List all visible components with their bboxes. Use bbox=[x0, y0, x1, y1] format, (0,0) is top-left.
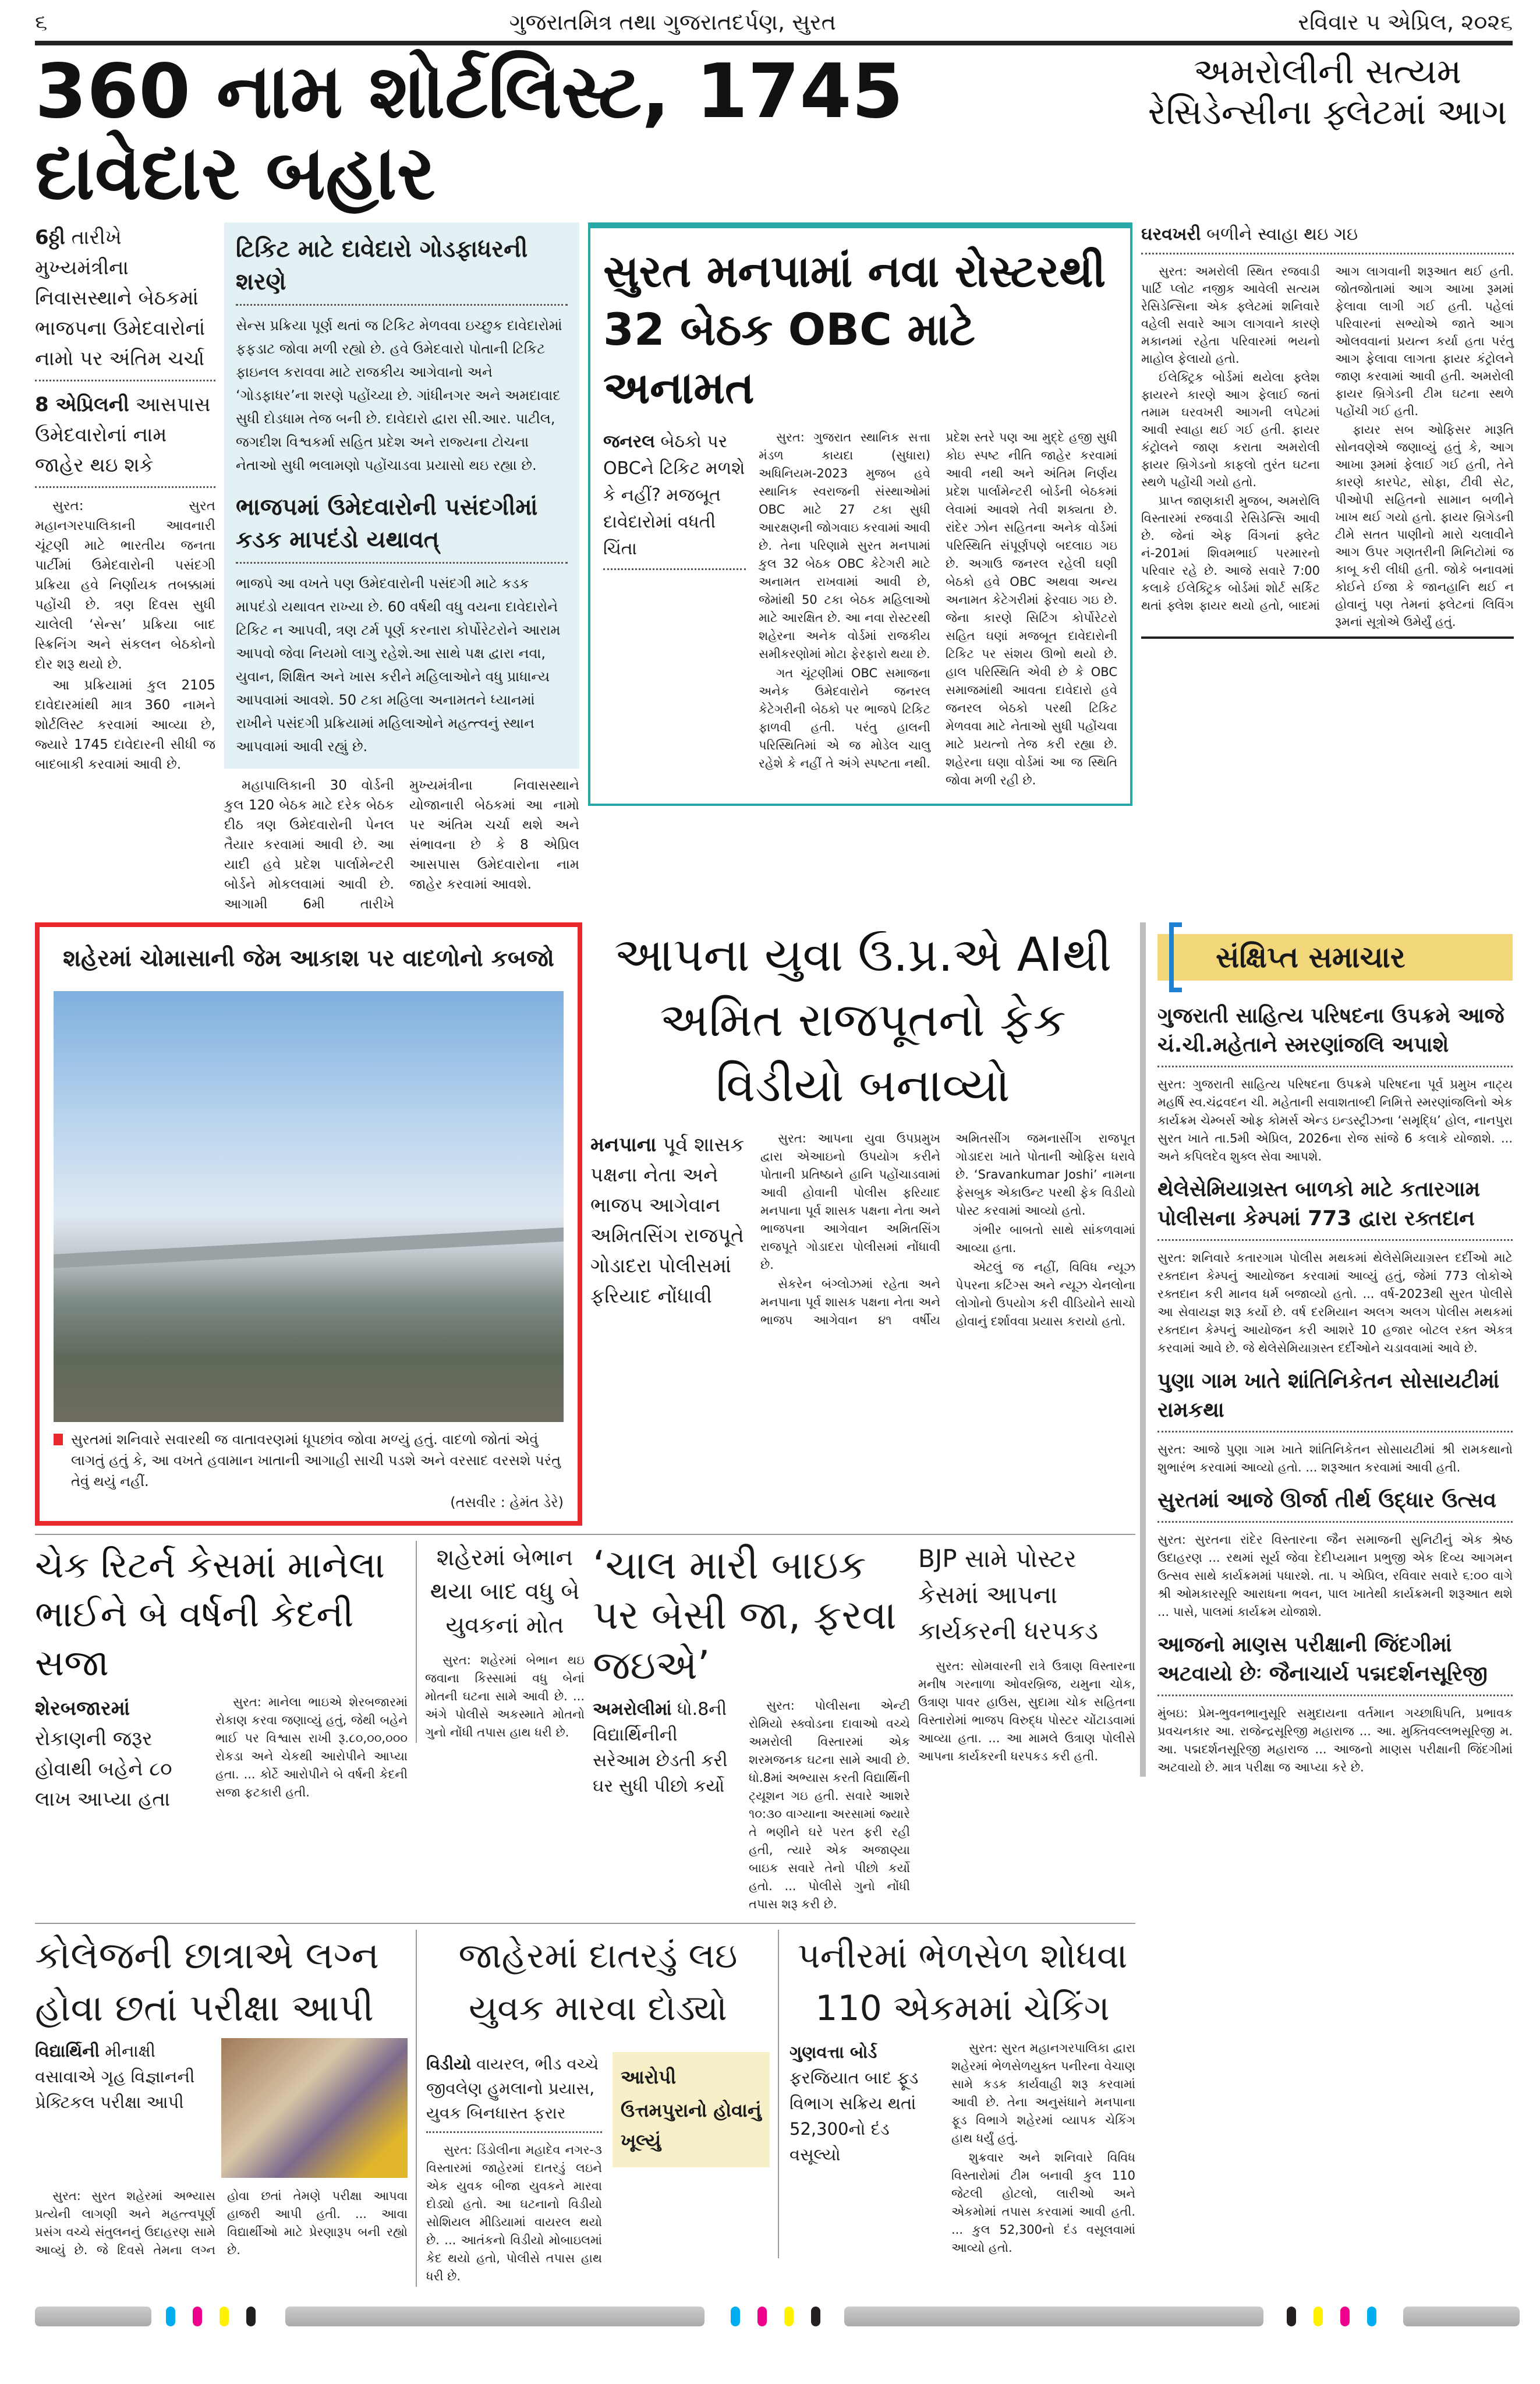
row-lower bbox=[35, 1534, 1135, 1915]
registration-dot bbox=[246, 2307, 256, 2326]
registration-dot bbox=[757, 2307, 767, 2326]
cheque-headline: ચેક રિટર્ન કેસમાં માનેલા ભાઈને બે વર્ષની કેદની સજા bbox=[35, 1544, 385, 1684]
kicker-bold: મનપાના bbox=[590, 1133, 657, 1156]
paragraph: સુરત: અમરોલી સ્થિત રજવાડી પાર્ટિ પ્લોટ નજીક આવેલી સત્યમ રેસિડેન્સિના એક ફ્લેટમાં શનિવારે વહેલી સવારે આગ લાગવાને કારણે મકાનમાં રહેતા પરિવારમાં ભયનો માહોલ ફેલાયો હતો. bbox=[1141, 264, 1320, 366]
photo-credit: (તસવીર : હેમંત ડેરે) bbox=[450, 1494, 564, 1511]
photo-feature bbox=[35, 922, 582, 1526]
registration-bar bbox=[844, 2307, 1263, 2326]
obc-kicker bbox=[603, 429, 746, 563]
kicker-bold: વિદ્યાર્થિની bbox=[35, 2041, 100, 2061]
divider bbox=[1157, 1066, 1513, 1067]
registration-dot bbox=[1340, 2307, 1350, 2326]
brief-headline: ગુજરાતી સાહિત્ય પરિષદના ઉપક્રમે આજે ચં.ચી.મહેતાને સ્મરણાંજલિ અપાશે bbox=[1157, 1004, 1504, 1057]
lead-middle bbox=[224, 222, 579, 914]
main-section bbox=[35, 922, 1513, 2295]
cheque-kicker bbox=[35, 1693, 204, 1814]
sky-photo bbox=[54, 991, 564, 1422]
kicker-bold: ગુણવત્તા બોર્ડ bbox=[790, 2042, 877, 2062]
paneer-headline: પનીરમાં ભેળસેળ શોધવા 110 એકમમાં ચેકિંગ bbox=[797, 1936, 1128, 2029]
bracket-icon bbox=[1169, 922, 1182, 992]
fire-headline: અમરોલીની સત્યમ રેસિડેન્સીના ફ્લેટમાં આગ bbox=[1148, 51, 1507, 133]
kicker-bold: વિડીયો bbox=[426, 2054, 472, 2074]
college-headline: કોલેજની છાત્રાએ લગ્ન હોવા છતાં પરીક્ષા આપી bbox=[35, 1934, 380, 2030]
kicker-bold: 8 એપ્રિલની bbox=[35, 393, 129, 416]
accused-aside bbox=[613, 2052, 770, 2167]
box-text-2: ભાજપે આ વખતે પણ ઉમેદવારોની પસંદગી માટે કડક માપદંડો યથાવત રાખ્યા છે. 60 વર્ષથી વધુ વયના દાવેદારોને ટિકિટ ન આપવી, ત્રણ ટર્મ પૂર્ણ કરનારા કોર્પોરેટરોને આરામ આપવો જેવા નિયમો લાગુ રહેશે.આ સાથે પક્ષ દ્વારા નવા, યુવાન, શિક્ષિત અને ખાસ કરીને મહિલાઓને વધુ પ્રાધાન્ય આપવામાં આવશે. 50 ટકા મહિલા અનામતને ધ્યાનમાં રાખીને પસંદગી પ્રક્રિયામાં મહિલાઓને મહત્ત્વનું સ્થાન આપવામાં આવી રહ્યું છે. bbox=[236, 575, 561, 755]
lead-kickers bbox=[35, 222, 215, 776]
divider bbox=[236, 562, 568, 564]
registration-dot bbox=[193, 2307, 202, 2326]
divider bbox=[1157, 1239, 1513, 1241]
brief-item bbox=[1157, 1630, 1513, 1777]
divider bbox=[35, 486, 215, 488]
exam-student-photo bbox=[221, 2038, 408, 2178]
paragraph: મહાપાલિકાની 30 વોર્ડની કુલ 120 બેઠક માટે દરેક બેઠક દીઠ ત્રણ ઉમેદવારોની પેનલ તૈયાર કરવામાં આવી છે. આ યાદી હવે પ્રદેશ પાર્લામેન્ટરી બોર્ડને મોકલવામાં આવી છે. આગામી 6મી તારીખે મુખ્યમંત્રીના નિવાસસ્થાને યોજાનારી બેઠકમાં આ નામો પર અંતિમ ચર્ચા થશે અને સંભાવના છે કે 8 એપ્રિલ આસપાસ ઉમેદવારોના નામ જાહેર કરવામાં આવશે. bbox=[224, 778, 579, 912]
paragraph: પ્રાપ્ત જાણકારી મુજબ, અમરોલિ વિસ્તારમાં રજવાડી રેસિડેન્સિ આવી છે. જેનાં એફ વિંગનાં ફ્લેટ નં-201માં શિવમભાઈ પરમારનો પરિવાર રહે છે. આજે સવારે 7:00 કલાકે ઈલેક્ટ્રિક બોર્ડમાં શોર્ટ સર્કિટ થતાં ફ્લેશ ફાયર થયો હતો, બાદમાં આગ લાગવાની શરૂઆત થઈ હતી. જોતજોતામાં આગ આખા રૂમમાં ફેલાવા લાગી ગઈ હતી. પહેલાં પરિવારનાં સભ્યોએ જાતે આગ ઓલવવાનાં પ્રયત્ન કર્યા હતા પરંતુ આગ ફેલાવા લાગતા ફાયર કંટ્રોલને જાણ કરવામાં આવી હતી. અમરોલી ફાયર બ્રિગેડની ટીમ ઘટના સ્થળે પહોંચી ગઈ હતી. bbox=[1141, 264, 1514, 613]
caption-text: સુરતમાં શનિવારે સવારથી જ વાતાવરણમાં ધૂપછાંવ જોવા મળ્યું હતું. વાદળો જોતાં એવું લાગતું હતું કે, આ વખતે હવામાન ખાતાની આગાહી સાચી પડશે અને વરસાદ વરસશે પરંતુ તેવું થયું નહીં. bbox=[71, 1431, 561, 1490]
photo-caption bbox=[54, 1429, 564, 1513]
brief-item bbox=[1157, 1486, 1513, 1621]
paragraph: સુરત: સોમવારની રાત્રે ઉત્રાણ વિસ્તારના મનીષ ગરનાળા ઓવરબ્રિજ, યમુના ચોક, ઉત્રાણ પાવર હાઉસ, સુદામા ચોક સહિતના વિસ્તારોમાં ભાજપ વિરુદ્ધ પોસ્ટર ચોંટાડવામાં આવ્યા હતા. ... આ મામલે ઉત્રાણ પોલીસે આપના કાર્યકરની ધરપકડ કરી હતી. bbox=[918, 1659, 1135, 1763]
masthead bbox=[35, 0, 1513, 45]
kicker-bold: 6ઠ્ઠી bbox=[35, 226, 65, 249]
brief-headline: થેલેસેમિયાગ્રસ્ત બાળકો માટે કતારગામ પોલીસના કેમ્પમાં 773 દ્વારા રક્તદાન bbox=[1157, 1177, 1481, 1230]
brief-body: સુરત: આજે પુણા ગામ ખાતે શાંતિનિકેતન સોસાયટીમાં શ્રી રામકથાનો શુભારંભ કરવામાં આવ્યો હતો. ... શરૂઆત કરવામાં આવી હતી. bbox=[1157, 1442, 1513, 1474]
aside-label: આરોપી bbox=[621, 2066, 677, 2088]
box-text-1: સેન્સ પ્રક્રિયા પૂર્ણ થતાં જ ટિકિટ મેળવવા ઇચ્છુક દાવેદારોમાં ફફડાટ જોવા મળી રહ્યો છે. હવે ઉમેદવારો પોતાની ટિકિટ ફાઇનલ કરાવવા માટે રાજકીય આગેવાનો અને ‘ગોડફાધર’ના શરણે પહોંચ્યા છે. ગાંધીનગર અને અમદાવાદ સુધી દોડધામ તેજ બની છે. દાવેદારો દ્વારા સી.આર. પાટીલ, જગદીશ વિશ્વકર્મા સહિત પ્રદેશ અને રાજ્યના ટોચના નેતાઓ સુધી ભલામણો પહોંચાડવા પ્રયાસો થઇ રહ્યા છે. bbox=[236, 317, 562, 473]
lead-sidebar-box bbox=[224, 222, 579, 769]
kicker-text: બેઠકો પર OBCને ટિકિટ મળશે કે નહીં? મજબૂત દાવેદારોમાં વધતી ચિંતા bbox=[603, 431, 745, 559]
divider bbox=[1157, 1521, 1513, 1523]
bike-body bbox=[749, 1697, 910, 1915]
ai-headline: આપના યુવા ઉ.પ્ર.એ AIથી અમિત રાજપૂતનો ફેક વિડીયો બનાવ્યો bbox=[614, 928, 1112, 1112]
brief-news-header bbox=[1157, 922, 1513, 992]
sickle-kicker bbox=[426, 2052, 602, 2125]
divider bbox=[1157, 1431, 1513, 1432]
registration-dot bbox=[1367, 2307, 1376, 2326]
box-heading-1: ટિકિટ માટે દાવેદારો ગોડફાધરની શરણે bbox=[236, 236, 528, 295]
cheque-body bbox=[215, 1693, 408, 1803]
issue-date: રવિવાર ૫ એપ્રિલ, ૨૦૨૬ bbox=[1298, 9, 1513, 35]
kicker-text: વાયરલ, ભીડ વચ્ચે જીવલેણ હુમલાનો પ્રયાસ, યુવક બિનધાસ્ત ફરાર bbox=[426, 2054, 599, 2123]
paneer-story bbox=[778, 1930, 1135, 2258]
registration-dot bbox=[784, 2307, 794, 2326]
brief-body: મુંબઇ: પ્રેમ-ભુવનભાનુસૂરિ સમુદાયના વર્તમાન ગચ્છાધિપતિ, પ્રભાવક પ્રવચનકાર આ. રાજેન્દ્રસૂરિજી મહારાજ ... આ. મુક્તિવલ્લભસૂરિજી મ. આ. પદ્મદર્શનસૂરિજી મહારાજ ... આજનો માણસ પરીક્ષાની જિંદગીમાં અટવાયો છે. માત્ર પરીક્ષા જ આપ્યા કરે છે. bbox=[1157, 1706, 1513, 1774]
fire-story bbox=[1141, 222, 1514, 639]
brief-item bbox=[1157, 1175, 1513, 1357]
photo-title: શહેરમાં ચોમાસાની જેમ આકાશ પર વાદળોનો કબજો bbox=[63, 945, 554, 972]
paneer-body bbox=[951, 2039, 1135, 2258]
registration-bar bbox=[1403, 2307, 1520, 2326]
college-kicker bbox=[35, 2038, 210, 2115]
bjp-poster-story bbox=[918, 1541, 1135, 1767]
bridge bbox=[54, 1228, 564, 1268]
registration-dot bbox=[220, 2307, 229, 2326]
kicker-text: પૂર્વ શાસક પક્ષના નેતા અને ભાજપ આગેવાન અમિતસિંગ રાજપૂતે ગોડાદરા પોલીસમાં ફરિયાદ નોંધાવી bbox=[590, 1133, 745, 1308]
registration-bar bbox=[285, 2307, 704, 2326]
brief-item bbox=[1157, 1002, 1513, 1166]
paragraph: શુક્રવાર અને શનિવારે વિવિધ વિસ્તારોમાં ટીમ બનાવી કુલ 110 જેટલી હોટલો, લારીઓ અને એકમોમાં તપાસ કરવામાં આવી હતી. ... કુલ 52,300નો દંડ વસૂલવામાં આવ્યો હતો. bbox=[951, 2150, 1135, 2255]
paragraph: સેકરેન બંગ્લોઝમાં રહેતા અને મનપાના પૂર્વ શાસક પક્ષના નેતા અને ભાજપ આગેવાન ૪૧ વર્ષીય અમિતસીંગ જમનાસીંગ રાજપૂત ગોડાદરા ખાતે પોતાની ઓફિસ ધરાવે છે. ‘Sravankumar Joshi’ નામના ફેસબુક એકાઉન્ટ પરથી ફેક વિડીયો પોસ્ટ કરવામાં આવ્યો હતો. bbox=[760, 1131, 1135, 1327]
brief-body: સુરત: શનિવારે કતારગામ પોલીસ મથકમાં થેલેસેમિયાગ્રસ્ત દર્દીઓ માટે રક્તદાન કેમ્પનું આયોજન કરવામાં આવ્યું હતું, જેમાં 773 લોકોએ રક્તદાન કરી માનવ ધર્મ બજાવ્યો હતો. ... વર્ષ-2023થી સુરત પોલીસે આ સેવાયજ્ઞ શરૂ કર્યો છે. વર્ષ દરમિયાન અલગ અલગ પોલીસ મથકમાં રક્તદાન કેમ્પનું આયોજન કરી આશરે 10 હજાર બોટલ રક્ત એકત્ર કરવામાં આવે છે. જે થેલેસેમિયાગ્રસ્ત દર્દીઓને ચડાવવામાં આવે છે. bbox=[1157, 1251, 1513, 1355]
fire-body bbox=[1141, 263, 1514, 631]
bjp-body bbox=[918, 1657, 1135, 1766]
ai-kicker bbox=[590, 1130, 748, 1311]
brief-title: સંક્ષિપ્ત સમાચાર bbox=[1216, 940, 1406, 974]
print-registration-marks bbox=[35, 2307, 1520, 2326]
top-section bbox=[35, 48, 1514, 914]
paragraph: સુરત: શહેરમાં બેભાન થઇ જવાના કિસ્સામાં વધુ બેનાં મોતની ઘટના સામે આવી છે. ... અંગે પોલીસે અકસ્માતે મોતનો ગુનો નોંધી તપાસ હાથ ધરી છે. bbox=[425, 1653, 585, 1739]
brief-body: સુરત: ગુજરાતી સાહિત્ય પરિષદના ઉપક્રમે પરિષદના પૂર્વ પ્રમુખ નાટ્ય મહર્ષિ સ્વ.ચંદ્રવદન ચી. મહેતાની સવાશતાબ્દી નિમિત્તે સ્મરણાંજલિનો એક કાર્યક્રમ ચેમ્બર્સ ઓફ કોમર્સ એન્ડ ઇન્ડસ્ટ્રીઝના ‘સમૃદ્ધિ’ હોલ, નાનપુરા સુરત ખાતે તા.5મી એપ્રિલ, 2026ના રોજ સાંજે 6 કલાકે યોજાશે. ... અને કપિલદેવ શુક્લ સેવા આપશે. bbox=[1157, 1077, 1513, 1163]
paneer-kicker bbox=[790, 2039, 941, 2167]
obc-body bbox=[759, 429, 1117, 790]
brief-headline: સુરતમાં આજે ઊર્જા તીર્થ ઉદ્ધાર ઉત્સવ bbox=[1157, 1488, 1497, 1512]
lead-kicker-2 bbox=[35, 390, 215, 480]
kicker-text: તારીખે મુખ્યમંત્રીના નિવાસસ્થાને બેઠકમાં ભાજપના ઉમેદવારોનાં નામો પર અંતિમ ચર્ચા bbox=[35, 226, 206, 370]
brief-items bbox=[1157, 1002, 1513, 1777]
lead-body-continued bbox=[224, 776, 579, 914]
paragraph: આ પ્રક્રિયામાં કુલ 2105 દાવેદારમાંથી માત્ર 360 નામને શોર્ટલિસ્ટ કરવામાં આવ્યા છે, જ્યારે 1745 દાવેદારની સીધી જ બાદબાકી કરવામાં આવી છે. bbox=[35, 678, 215, 772]
obc-headline: સુરત મનપામાં નવા રોસ્ટરથી 32 બેઠક OBC માટે અનામત bbox=[603, 245, 1106, 413]
paragraph: ઈલેક્ટ્રિક બોર્ડમાં થયેલા ફ્લેશ ફાયરને કારણે આગ ફેલાઈ જતાં તમામ ઘરવખરી આગની લપેટમાં આવી સ્વાહા થઈ ગઈ હતી. ફાયર કંટ્રોલને જાણ કરાતા અમરોલી ફાયર બ્રિગેડનો કાફલો તુરંત ઘટના સ્થળે પહોંચી ગયો હતો. bbox=[1141, 370, 1320, 489]
divider bbox=[1157, 1695, 1513, 1696]
bullet-icon bbox=[54, 1434, 63, 1445]
page-number: ૬ bbox=[35, 9, 48, 35]
box-heading-2: ભાજપમાં ઉમેદવારોની પસંદગીમાં કડક માપદંડો યથાવત્ bbox=[236, 494, 538, 553]
ai-story bbox=[590, 922, 1135, 1331]
divider bbox=[426, 2131, 602, 2133]
brief-body: સુરત: સુરતના રાંદેર વિસ્તારના જૈન સમાજની સુનિટીનું એક શ્રેષ્ઠ ઉદાહરણ ... રથમાં સૂર્ય જેવા દેદીપ્યમાન પ્રભુજી એક દિવ્ય આગમન ઉત્સવ સાથે કાર્યક્રમમાં પધારશે. તા. ૫ એપ્રિલ, રવિવાર સવારે ૬:૦૦ વાગે શ્રી ઓમકારસૂરિ આરાધના ભવન, પાલ ખાતેથી કાર્યક્રમની શરૂઆત થશે ... પાસે, પાલમાં કાર્યક્રમ યોજાશે. bbox=[1157, 1533, 1513, 1619]
divider bbox=[1141, 253, 1514, 254]
youth-headline: શહેરમાં બેભાન થયા બાદ વધુ બે યુવકનાં મોત bbox=[430, 1544, 580, 1639]
aside-text: ઉત્તમપુરાનો હોવાનું ખૂલ્યું bbox=[621, 2099, 762, 2152]
sickle-body bbox=[426, 2141, 602, 2286]
brief-headline: આજનો માણસ પરીક્ષાની જિંદગીમાં અટવાયો છેઃ જૈનાચાર્ય પદ્મદર્શનસૂરિજી bbox=[1157, 1633, 1488, 1686]
lead-body bbox=[35, 496, 215, 774]
paragraph: સુરત: ડિંડોલીના મહાદેવ નગર-૩ વિસ્તારમાં જાહેરમાં દાતરડું લઇને એક યુવક બીજા યુવકને મારવા દોડ્યો હતો. આ ઘટનાનો વિડીયો સોશિયલ મીડિયામાં વાયરલ થયો છે. ... આતંકનો વિડીયો મોબાઇલમાં કેદ થયો હતો, પોલીસે તપાસ હાથ ધરી છે. bbox=[426, 2143, 602, 2283]
registration-dot bbox=[1287, 2307, 1296, 2326]
paragraph: સુરત: પોલીસના એન્ટી રોમિયો સ્ક્વોડના દાવાઓ વચ્ચે અમરોલી વિસ્તારમાં એક શરમજનક ઘટના સામે આવી છે. ધો.8માં અભ્યાસ કરતી વિદ્યાર્થિની ટ્યૂશન ગઇ હતી. સવારે આશરે ૧૦:૩૦ વાગ્યાના અરસામાં જ્યારે તે ભણીને ઘરે પરત ફરી રહી હતી, ત્યારે એક અજાણ્યા બાઇક સવારે તેનો પીછો કર્યો હતો. ... પોલીસે ગુનો નોંધી તપાસ શરૂ કરી છે. bbox=[749, 1699, 910, 1911]
paragraph: એટલું જ નહીં, વિવિધ ન્યૂઝ પેપરના કટિંગ્સ અને ન્યૂઝ ચેનલોના લોગોનો ઉપયોગ કરી વીડિયોને સાચો હોવાનું દર્શાવવા પ્રયાસ કરાયો હતો. bbox=[955, 1260, 1135, 1328]
kicker-bold: અમરોલીમાં bbox=[593, 1699, 672, 1720]
paper-name: ગુજરાતમિત્ર તથા ગુજરાતદર્પણ, સુરત bbox=[509, 9, 836, 35]
brief-news-sidebar bbox=[1140, 922, 1513, 1777]
kicker-bold: જનરલ bbox=[603, 431, 655, 452]
registration-dot bbox=[811, 2307, 820, 2326]
paragraph: સુરત: આપના યુવા ઉપપ્રમુખ દ્વારા એઆઇનો ઉપયોગ કરીને પોતાની પ્રતિષ્ઠાને હાનિ પહોંચાડવામાં આવી હોવાની પોલીસ ફરિયાદ મનપાના પૂર્વ શાસક પક્ષના નેતા અને ભાજપના આગેવાન અમિતસિંગ રાજપૂતે ગોડાદરા પોલીસમાં નોંધાવી છે. bbox=[760, 1131, 940, 1272]
college-story bbox=[35, 1930, 408, 2260]
paragraph: સુરત: સુરત શહેરમાં અભ્યાસ પ્રત્યેની લાગણી અને મહત્ત્વપૂર્ણ પ્રસંગ વચ્ચે સંતુલનનું ઉદાહરણ સામે આવ્યું છે. જે દિવસે તેમના લગ્ન હોવા છતાં તેમણે પરીક્ષા આપવા હાજરી આપી હતી. ... આવા વિદ્યાર્થીઓ માટે પ્રેરણારૂપ બની રહ્યો છે. bbox=[35, 2189, 408, 2257]
ai-body bbox=[760, 1130, 1135, 1331]
bjp-headline: BJP સામે પોસ્ટર કેસમાં આપના કાર્યકરની ધરપકડ bbox=[918, 1544, 1099, 1645]
paragraph: સુરત: ગુજરાત સ્થાનિક સત્તા મંડળ કાયદા (સુધારા) અધિનિયમ-2023 મુજબ હવે સ્થાનિક સ્વરાજની સંસ્થાઓમાં OBC માટે 27 ટકા સુધી આરક્ષણની જોગવાઇ કરવામાં આવી છે. તેના પરિણામે સુરત મનપામાં કુલ 32 બેઠક OBC કેટેગરી માટે અનામત રાખવામાં આવી છે, જેમાંથી 50 ટકા બેઠક મહિલાઓ માટે આરક્ષિત છે. આ નવા રોસ્ટરથી શહેરના અનેક વોર્ડમાં રાજકીય સમીકરણોમાં મોટા ફેરફારો થયા છે. bbox=[759, 430, 930, 661]
obc-story bbox=[588, 222, 1132, 806]
kicker-text: ફરજિયાત બાદ ફૂડ વિભાગ સક્રિય થતાં 52,300નો દંડ વસૂલ્યો bbox=[790, 2068, 919, 2164]
cheque-story bbox=[35, 1541, 408, 1814]
sickle-attack-story bbox=[416, 1930, 770, 2287]
fire-kicker bbox=[1141, 222, 1514, 247]
youth-death-story bbox=[416, 1541, 585, 1743]
kicker-text: મીનાક્ષી વસાવાએ ગૃહ વિજ્ઞાનની પ્રેક્ટિકલ પરીક્ષા આપી bbox=[35, 2041, 195, 2112]
paragraph: સુરત: સુરત મહાનગરપાલિકા દ્વારા શહેરમાં ભેળસેળયુક્ત પનીરના વેચાણ સામે કડક કાર્યવાહી શરૂ કરવામાં આવી છે. તેના અનુસંધાને મનપાના ફૂડ વિભાગે શહેરમાં વ્યાપક ચેકિંગ હાથ ધર્યું હતું. bbox=[951, 2041, 1135, 2145]
kicker-text: આસપાસ ઉમેદવારોનાં નામ જાહેર થઇ શકે bbox=[35, 393, 211, 477]
college-body bbox=[35, 2187, 408, 2260]
row-bottom bbox=[35, 1923, 1135, 2287]
registration-dot bbox=[731, 2307, 740, 2326]
bike-kicker bbox=[593, 1697, 738, 1799]
brief-item bbox=[1157, 1367, 1513, 1477]
registration-bar bbox=[35, 2307, 151, 2326]
main-left bbox=[35, 922, 1135, 2295]
kicker-text: ધો.8ની વિદ્યાર્થિનીની સરેઆમ છેડતી કરી ઘર સુધી પીછો કર્યો bbox=[593, 1699, 728, 1796]
sickle-headline: જાહેરમાં દાતરડું લઇ યુવક મારવા દોડ્યો bbox=[458, 1936, 738, 2029]
bike-story bbox=[593, 1541, 910, 1915]
registration-dot bbox=[1314, 2307, 1323, 2326]
kicker-text: બળીને સ્વાહા થઇ ગઇ bbox=[1201, 224, 1358, 245]
paragraph: ગત ચૂંટણીમાં OBC સમાજના અનેક ઉમેદવારોને જનરલ કેટેગરીની બેઠકો પર ભાજપે ટિકિટ ફાળવી હતી. પરંતુ હાલની પરિસ્થિતિમાં એ જ મોડેલ ચાલુ રહેશે કે નહીં તે અંગે સ્પષ્ટતા નથી. પ્રદેશ સ્તરે પણ આ મુદ્દે હજી સુધી કોઇ સ્પષ્ટ નીતિ જાહેર કરવામાં આવી નથી અને અંતિમ નિર્ણય પ્રદેશ પાર્લામેન્ટરી બોર્ડની બેઠકમાં લેવામાં આવશે તેવી શક્યતા છે. રાંદેર ઝોન સહિતના અનેક વોર્ડમાં પરિસ્થિતિ સંપૂર્ણપણે બદલાઇ ગઇ છે. અગાઉ જનરલ રહેલી ઘણી બેઠકો હવે OBC અથવા અન્ય અનામત કેટેગરીમાં ફેરવાઇ ગઇ છે. જેના કારણે સિટિંગ કોર્પોરેટરો સહિત ઘણાં મજબૂત દાવેદારોની ટિકિટ પર સંશય ઊભો થયો છે. હાલ પરિસ્થિતિ એવી છે કે OBC સમાજમાંથી આવતા દાવેદારો હવે જનરલ બેઠકો પરથી ટિકિટ મેળવવા માટે નેતાઓ સુધી પહોંચવા માટે પ્રયત્નો તેજ કરી રહ્યા છે. શહેરના ઘણા વોર્ડમાં આ જ સ્થિતિ જોવા મળી રહી છે. bbox=[759, 430, 1117, 787]
brief-headline: પુણા ગામ ખાતે શાંતિનિકેતન સોસાયટીમાં રામકથા bbox=[1157, 1369, 1500, 1422]
paragraph: સુરત: માનેલા ભાઇએ શેરબજારમાં રોકાણ કરવા જણાવ્યું હતું, જેથી બહેને ભાઈ પર વિશ્વાસ રાખી રૂ.૮૦,૦૦,૦૦૦ રોકડા અને ચેકથી આરોપીને આપ્યા હતા. ... કોર્ટે આરોપીને બે વર્ષની કેદની સજા ફટકારી હતી. bbox=[215, 1695, 408, 1799]
divider bbox=[603, 568, 746, 570]
paragraph: સુરત: સુરત મહાનગરપાલિકાની આવનારી ચૂંટણી માટે ભારતીય જનતા પાર્ટીમાં ઉમેદવારોની પસંદગી પ્રક્રિયા હવે નિર્ણાયક તબક્કામાં પહોંચી છે. ત્રણ દિવસ સુધી ચાલેલી ‘સેન્સ’ પ્રક્રિયા બાદ સ્ક્રિનિંગ અને સંકલન બેઠકોનો દોર શરૂ થયો છે. bbox=[35, 498, 215, 672]
divider bbox=[236, 304, 568, 306]
paragraph: ગંભીર બાબતો સાથે સાંકળવામાં આવ્યા હતા. bbox=[955, 1223, 1135, 1255]
row-photo-ai bbox=[35, 922, 1135, 1526]
lead-headline: 360 નામ શોર્ટલિસ્ટ, 1745 દાવેદાર બહાર bbox=[35, 48, 904, 217]
divider bbox=[35, 380, 215, 381]
registration-dot bbox=[166, 2307, 175, 2326]
bike-headline: ‘ચાલ મારી બાઇક પર બેસી જા, ફરવા જઇએ’ bbox=[593, 1543, 897, 1689]
kicker-bold: શેરબજારમાં bbox=[35, 1697, 130, 1720]
paragraph: ફાયર સબ ઓફિસર મારૂતિ સોનવણેએ જણાવ્યું હતું કે, આગ આખા રૂમમાં ફેલાઈ ગઈ હતી, તેને કારણે કારપેટ, સોફા, ટીવી સેટ, પીઓપી સહિતનો સામાન બળીને ખાખ થઈ ગયો હતો. ફાયર બ્રિગેડની ટીમે સતત પાણીનો મારો ચલાવીને આગ ઉપર ગણતરીની મિનિટોમાં જ કાબૂ કરી લીધી હતી. જોકે બનાવમાં કોઈને ઈજા કે જાનહાનિ થઈ ન હોવાનું પણ તેમનાં ફ્લેટનાં લિવિંગ રૂમનાં સૂત્રોએ ઉમેર્યું હતું. bbox=[1335, 423, 1514, 629]
kicker-text: રોકાણની જરૂર હોવાથી બહેને ૮૦ લાખ આપ્યા હતા bbox=[35, 1727, 172, 1811]
lead-kicker-1 bbox=[35, 222, 215, 374]
youth-body bbox=[425, 1651, 585, 1742]
kicker-bold: ઘરવખરી bbox=[1141, 224, 1201, 245]
